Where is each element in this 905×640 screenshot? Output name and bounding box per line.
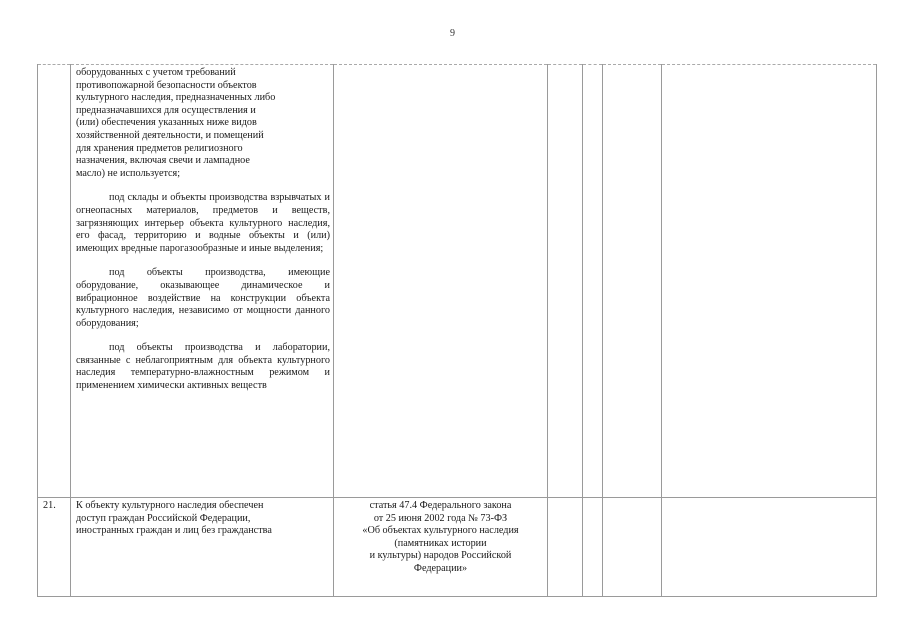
empty-cell xyxy=(662,498,877,597)
table-row-21 xyxy=(38,498,877,597)
empty-cell xyxy=(662,65,877,498)
empty-cell xyxy=(603,65,662,498)
empty-cell xyxy=(548,498,583,597)
requirement-line: назначения, включая свечи и лампадное xyxy=(76,155,250,167)
law-line: от 25 июня 2002 года № 73-ФЗ xyxy=(373,512,508,524)
number-cell: 21. xyxy=(38,498,71,597)
number-cell xyxy=(38,65,71,498)
empty-cell xyxy=(583,65,603,498)
requirement-line: доступ граждан Российской Федерации, xyxy=(76,512,251,524)
requirement-line: предназначавшихся для осуществления и xyxy=(76,104,256,116)
requirement-line: оборудованных с учетом требований xyxy=(76,67,236,78)
requirement-cell xyxy=(71,65,334,498)
requirement-paragraph: под объекты производства и лаборатории, связанные с неблагоприятным для объекта культурного наследия температурно-влажностным режимом и применением химически активных веществ xyxy=(76,342,330,392)
requirements-table xyxy=(37,64,877,597)
empty-cell xyxy=(583,498,603,597)
law-line: статья 47.4 Федерального закона xyxy=(369,500,512,511)
requirement-line: К объекту культурного наследия обеспечен xyxy=(76,500,264,511)
law-line: (памятниках истории xyxy=(394,537,487,549)
table-row-continued xyxy=(38,65,877,498)
page-number: 9 xyxy=(450,28,455,39)
requirement-cell xyxy=(71,498,334,597)
requirement-line: (или) обеспечения указанных ниже видов xyxy=(76,117,257,129)
requirement-paragraph: под склады и объекты производства взрывчатых и огнеопасных материалов, предметов и веществ, загрязняющих интерьер объекта культурного наследия, его фасад, территорию и водные объекты и (или) имеющих вредные парогазообразные и иные выделения; xyxy=(76,192,330,254)
law-line: «Об объектах культурного наследия xyxy=(362,525,519,537)
requirement-line: иностранных граждан и лиц без гражданства xyxy=(76,525,272,537)
requirement-line: противопожарной безопасности объектов xyxy=(76,79,257,91)
law-line: и культуры) народов Российской xyxy=(369,550,512,562)
law-cell xyxy=(334,65,548,498)
requirement-line: масло) не используется; xyxy=(76,167,181,179)
requirement-line: для хранения предметов религиозного xyxy=(76,142,243,154)
requirement-line: культурного наследия, предназначенных либо xyxy=(76,92,276,104)
law-reference-cell xyxy=(334,498,548,597)
requirement-line: хозяйственной деятельности, и помещений xyxy=(76,129,264,141)
empty-cell xyxy=(548,65,583,498)
empty-cell xyxy=(603,498,662,597)
requirement-paragraph: под объекты производства, имеющие оборудование, оказывающее динамическое и вибрационное воздействие на конструкции объекта культурного наследия, независимо от мощности данного оборудования; xyxy=(76,267,330,329)
law-line: Федерации» xyxy=(413,562,468,574)
